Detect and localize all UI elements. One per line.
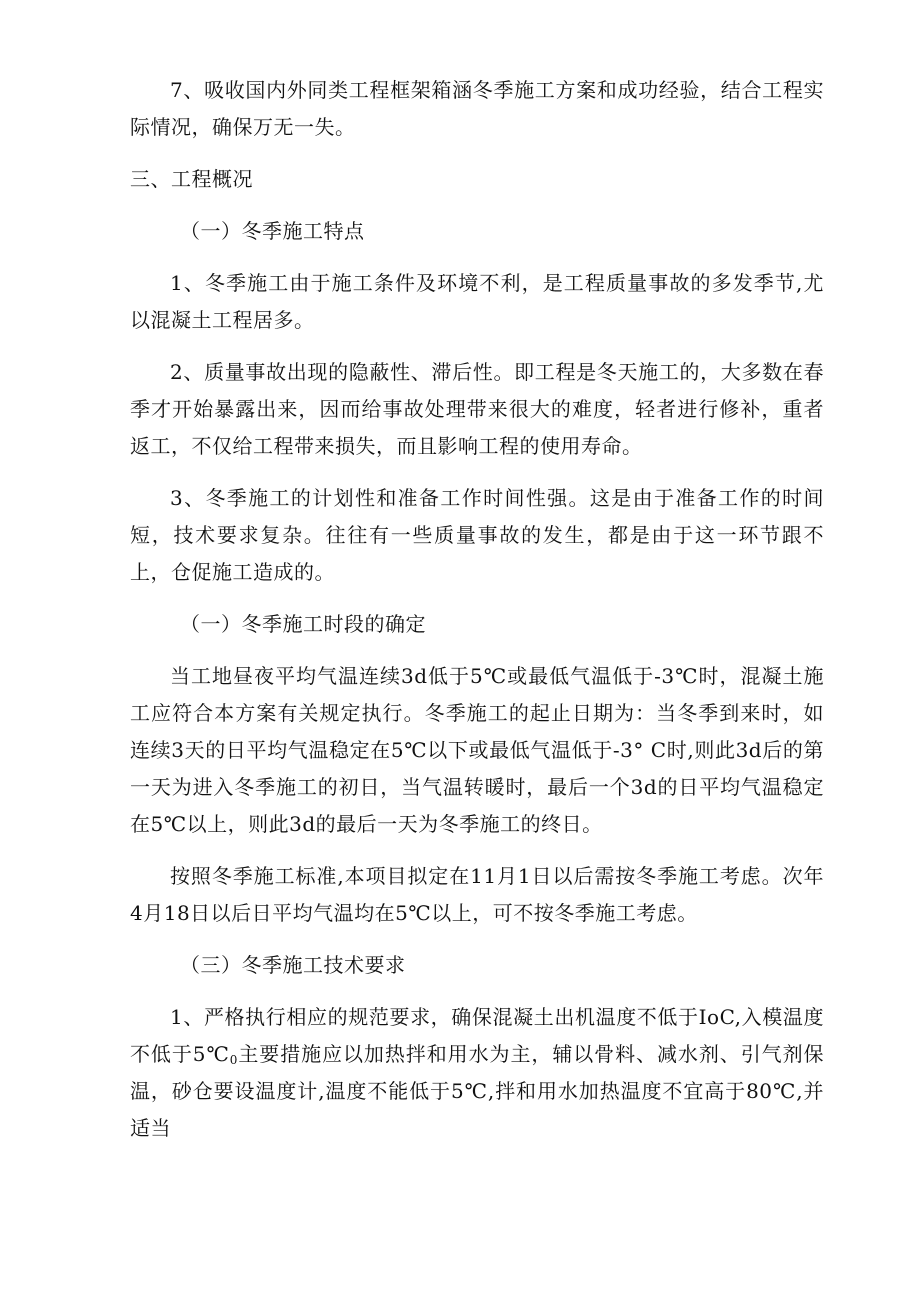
paragraph-feature-2: 2、质量事故出现的隐蔽性、滞后性。即工程是冬天施工的，大多数在春季才开始暴露出来，因而给事故处理带来很大的难度，轻者进行修补，重者返工，不仅给工程带来损失，而且影响工程的使用寿命。 xyxy=(130,360,824,458)
paragraph-tech-1 xyxy=(130,999,824,1147)
paragraph-feature-1: 1、冬季施工由于施工条件及环境不利，是工程质量事故的多发季节,尤以混凝土工程居多。 xyxy=(130,271,824,332)
subheading-winter-technical-requirements: （三）冬季施工技术要求 xyxy=(180,953,406,977)
paragraph-tech-1-part-a: 1、严格执行相应的规范要求，确保混凝土出机温度不低于IoC,入模温度不低于5℃ xyxy=(130,1005,824,1066)
paragraph-feature-3: 3、冬季施工的计划性和准备工作时间性强。这是由于准备工作的时间短，技术要求复杂。往往有一些质量事故的发生，都是由于这一环节跟不上，仓促施工造成的。 xyxy=(130,486,824,584)
paragraph-item-7: 7、吸收国内外同类工程框架箱涵冬季施工方案和成功经验，结合工程实际情况，确保万无一失。 xyxy=(130,78,824,139)
section-heading-project-overview: 三、工程概况 xyxy=(130,167,253,191)
paragraph-tech-1-part-b: 主要措施应以加热拌和用水为主，辅以骨料、减水剂、引气剂保温，砂仓要设温度计,温度不能低于5℃,拌和用水加热温度不宜高于80℃,并适当 xyxy=(130,1042,824,1140)
subheading-winter-period-determination: （一）冬季施工时段的确定 xyxy=(180,612,426,636)
paragraph-tech-1-subscript: 0 xyxy=(229,1053,238,1067)
paragraph-period-2: 按照冬季施工标准,本项目拟定在11月1日以后需按冬季施工考虑。次年4月18日以后日平均气温均在5℃以上，可不按冬季施工考虑。 xyxy=(130,864,824,925)
paragraph-period-1: 当工地昼夜平均气温连续3d低于5℃或最低气温低于-3℃时，混凝土施工应符合本方案有关规定执行。冬季施工的起止日期为：当冬季到来时，如连续3天的日平均气温稳定在5℃以下或最低气温低于-3° C时,则此3d后的第一天为进入冬季施工的初日，当气温转暖时，最后一个3d的日平均气温稳定在5℃以上，则此3d的最后一天为冬季施工的终日。 xyxy=(130,664,824,836)
subheading-winter-construction-features: （一）冬季施工特点 xyxy=(180,219,365,243)
